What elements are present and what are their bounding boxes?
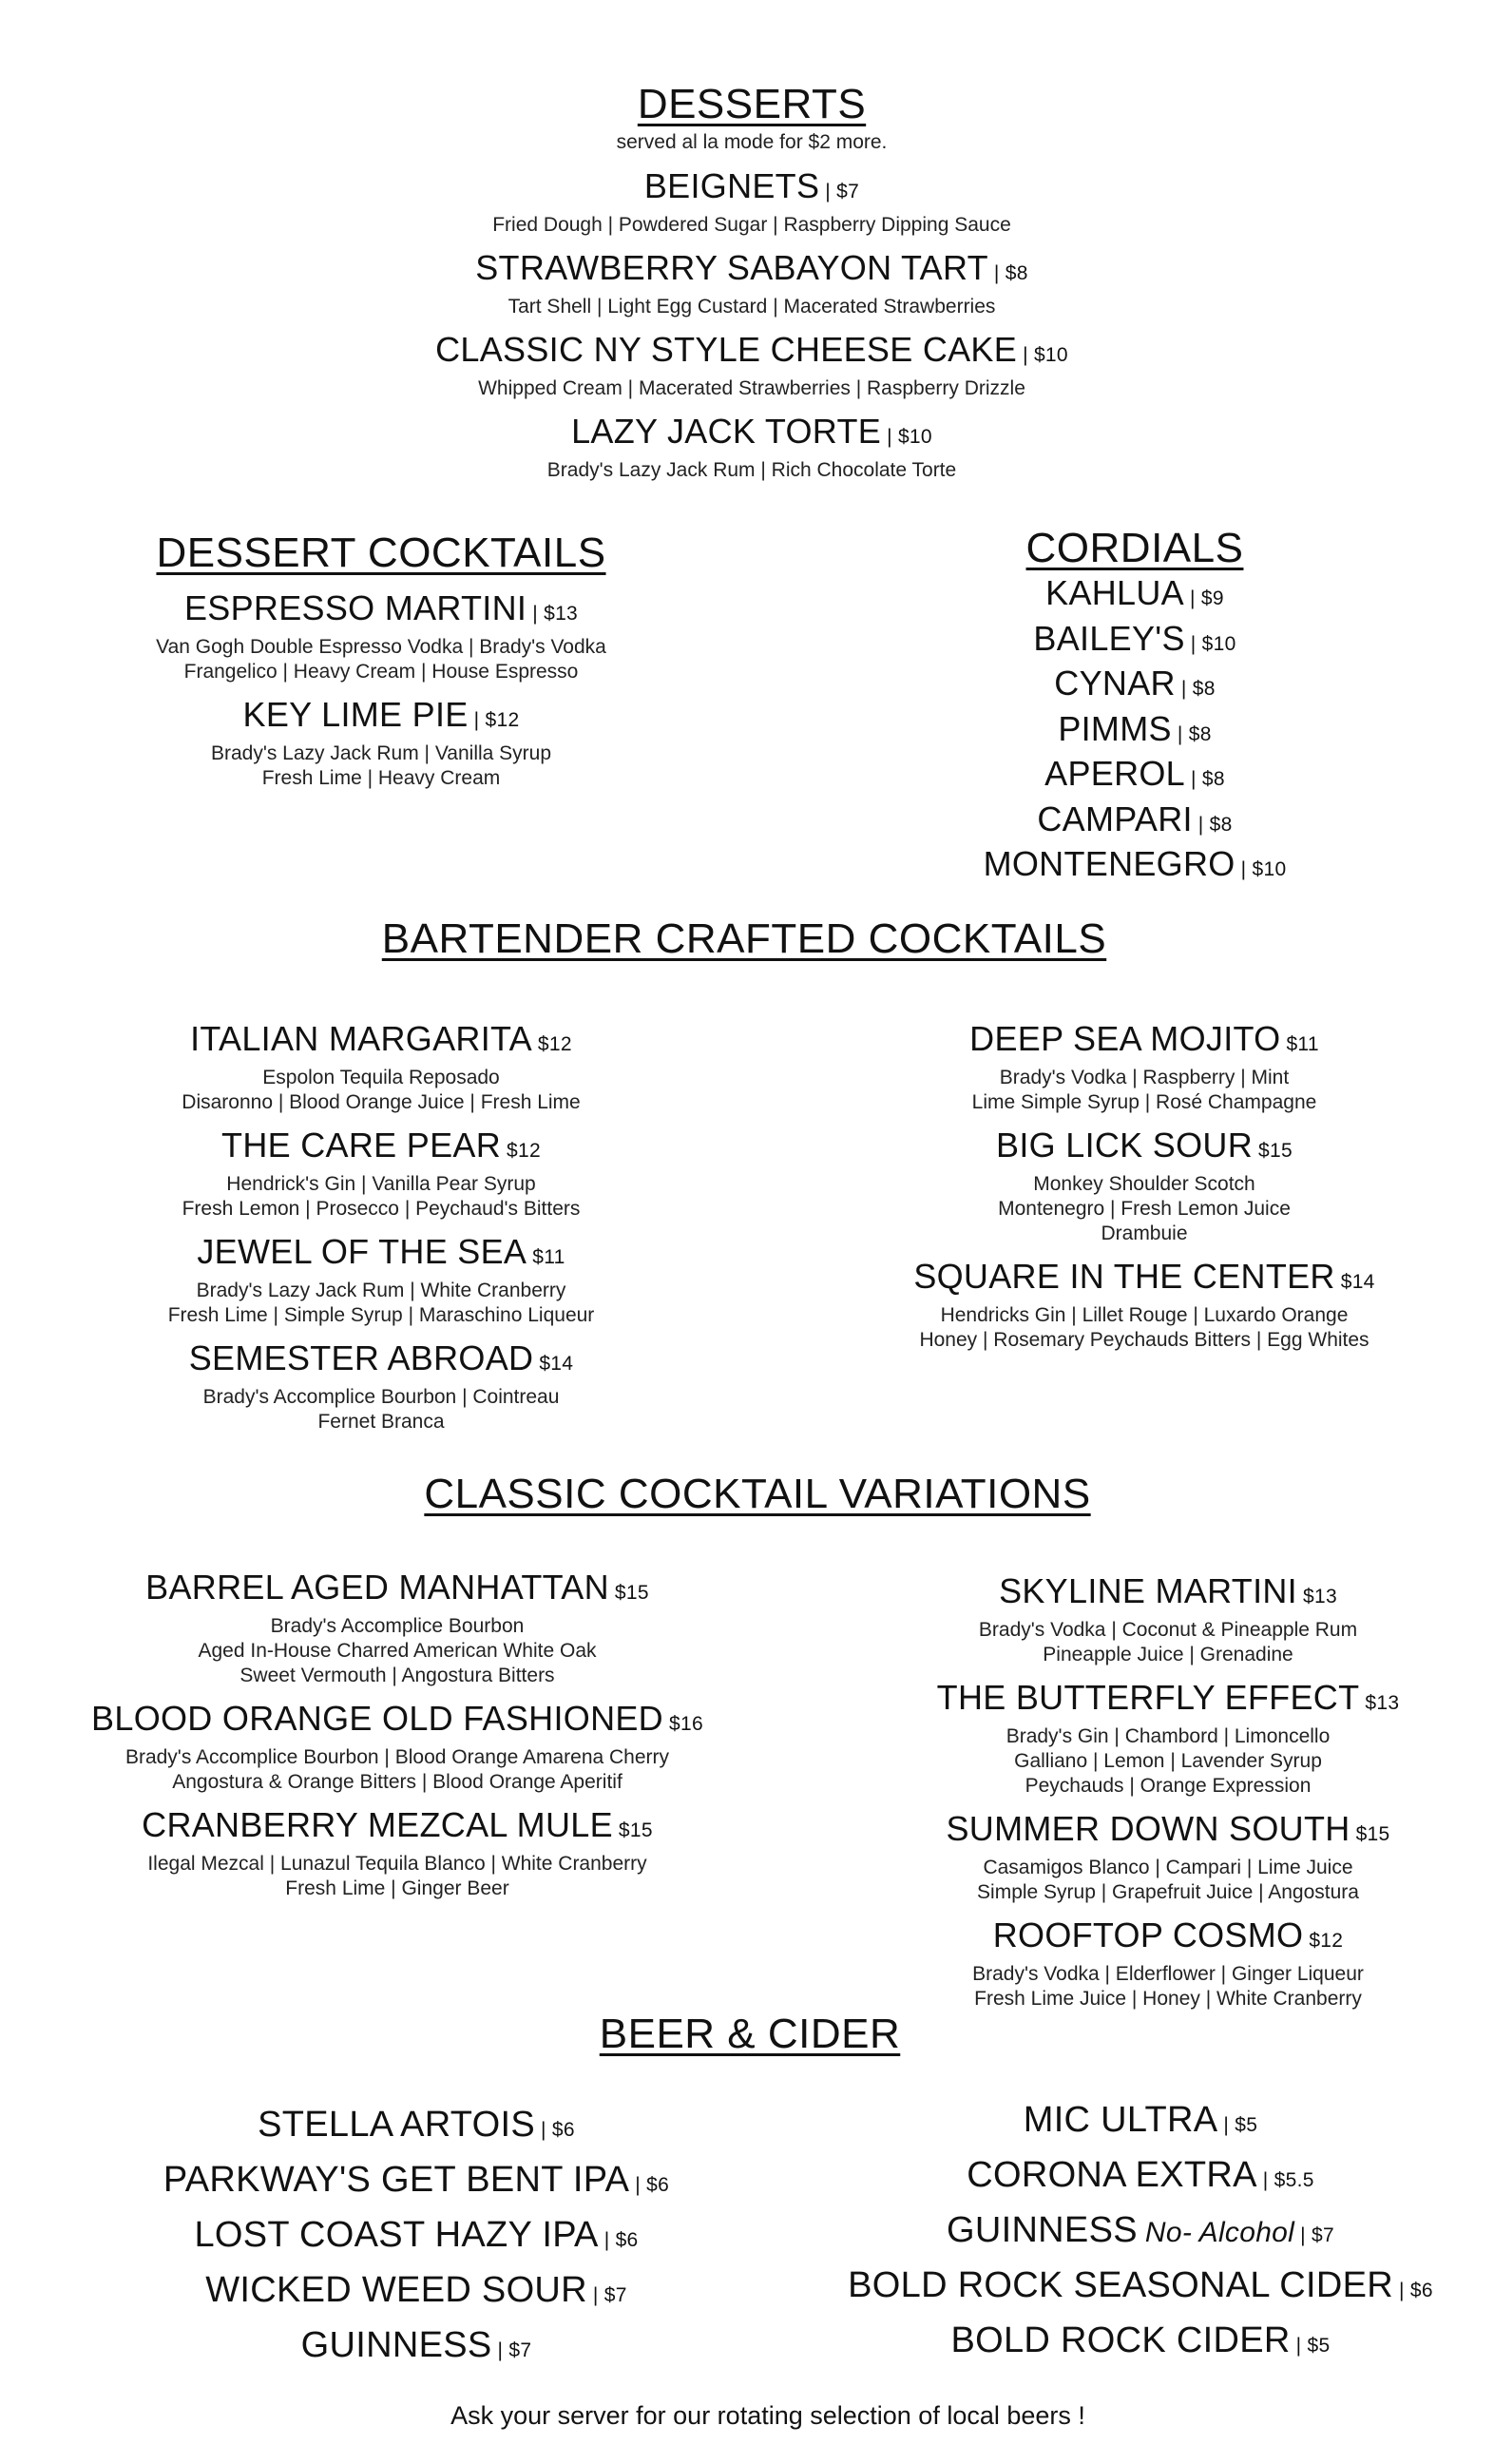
menu-item-description: Brady's Vodka | Coconut & Pineapple Rum bbox=[978, 1619, 1358, 1641]
menu-item-name: ROOFTOP COSMO bbox=[992, 1915, 1304, 1954]
menu-item-title-line bbox=[984, 709, 1287, 755]
menu-item-name: CAMPARI bbox=[1037, 799, 1193, 838]
menu-item bbox=[937, 1677, 1400, 1799]
menu-item-name: PIMMS bbox=[1058, 708, 1172, 748]
menu-item-description: Espolon Tequila Reposado bbox=[262, 1067, 500, 1088]
menu-item-title-line bbox=[984, 619, 1287, 664]
menu-item-title-line bbox=[168, 1231, 595, 1279]
cordials-list bbox=[984, 573, 1287, 890]
menu-item-name: JEWEL OF THE SEA bbox=[197, 1232, 527, 1271]
menu-item bbox=[435, 165, 1068, 238]
menu-item bbox=[168, 1231, 595, 1328]
menu-item-title-line bbox=[91, 1567, 703, 1614]
menu-item bbox=[984, 844, 1287, 890]
menu-item bbox=[163, 2210, 669, 2265]
menu-item-price: $12 bbox=[537, 1033, 572, 1055]
menu-item bbox=[984, 573, 1287, 619]
menu-item-price: | $5 bbox=[1295, 2335, 1331, 2357]
menu-item-name: ESPRESSO MARTINI bbox=[183, 588, 527, 627]
menu-item-description: Sweet Vermouth | Angostura Bitters bbox=[239, 1665, 555, 1686]
menu-item bbox=[163, 2265, 669, 2320]
dessert-cocktails-section bbox=[156, 529, 606, 791]
menu-item-description: Hendrick's Gin | Vanilla Pear Syrup bbox=[226, 1173, 536, 1195]
menu-item bbox=[156, 587, 606, 684]
classic-right-list bbox=[937, 1570, 1400, 2012]
menu-item-price: | $8 bbox=[993, 262, 1028, 284]
menu-item-name: LAZY JACK TORTE bbox=[571, 412, 882, 451]
menu-item-title-line bbox=[937, 1677, 1400, 1724]
menu-item-name: STRAWBERRY SABAYON TART bbox=[475, 248, 988, 287]
menu-item-price: $15 bbox=[618, 1819, 653, 1841]
menu-item-description: Frangelico | Heavy Cream | House Espresso bbox=[183, 661, 579, 683]
menu-item bbox=[848, 2261, 1433, 2316]
menu-item-price: | $5 bbox=[1223, 2114, 1258, 2136]
bartender-left-column bbox=[168, 1009, 595, 1434]
menu-item-title-line bbox=[848, 2316, 1433, 2371]
menu-item-title-line bbox=[848, 2261, 1433, 2316]
menu-item-price: $12 bbox=[1309, 1930, 1344, 1952]
menu-item-title-line bbox=[937, 1915, 1400, 1962]
menu-item-name: KAHLUA bbox=[1045, 573, 1184, 612]
menu-item-price: $14 bbox=[539, 1353, 574, 1375]
menu-item-name: BARREL AGED MANHATTAN bbox=[145, 1568, 609, 1607]
menu-item bbox=[163, 2100, 669, 2155]
menu-item bbox=[435, 329, 1068, 401]
beer-right-list bbox=[848, 2095, 1433, 2371]
menu-item-name: BEIGNETS bbox=[643, 166, 820, 205]
bartender-right-column bbox=[913, 1009, 1374, 1353]
menu-item-title-line bbox=[984, 664, 1287, 709]
menu-item-name: THE CARE PEAR bbox=[221, 1126, 502, 1165]
menu-item-name: BAILEY'S bbox=[1033, 618, 1185, 658]
menu-item-description: Fresh Lemon | Prosecco | Peychaud's Bitters bbox=[182, 1198, 581, 1220]
menu-item-title-line bbox=[91, 1804, 703, 1852]
menu-item-title-line bbox=[937, 1570, 1400, 1618]
bartender-left-list bbox=[168, 1018, 595, 1434]
menu-item bbox=[984, 709, 1287, 755]
menu-item-description: Fresh Lime Juice | Honey | White Cranberry bbox=[974, 1988, 1362, 2010]
menu-item-name: WICKED WEED SOUR bbox=[205, 2270, 587, 2310]
menu-item bbox=[156, 694, 606, 791]
menu-item bbox=[913, 1018, 1374, 1115]
menu-item bbox=[937, 1808, 1400, 1905]
menu-item-description: Brady's Accomplice Bourbon | Cointreau bbox=[202, 1386, 560, 1408]
desserts-section bbox=[435, 80, 1068, 483]
menu-item-price: $11 bbox=[532, 1246, 565, 1268]
menu-item bbox=[913, 1256, 1374, 1353]
bartender-heading-block bbox=[382, 914, 1106, 964]
menu-item-title-line bbox=[163, 2320, 669, 2376]
menu-item-name: KEY LIME PIE bbox=[242, 695, 469, 734]
menu-item bbox=[848, 2316, 1433, 2371]
menu-item-title-line bbox=[156, 694, 606, 741]
menu-item-price: | $8 bbox=[1180, 678, 1216, 700]
menu-item-price: | $7 bbox=[1300, 2224, 1334, 2246]
menu-item-price: | $7 bbox=[497, 2339, 532, 2361]
menu-item-description: Brady's Vodka | Elderflower | Ginger Liqueur bbox=[972, 1963, 1364, 1985]
menu-item-title-line bbox=[91, 1698, 703, 1745]
menu-item-description: Peychauds | Orange Expression bbox=[1025, 1775, 1312, 1797]
beer-right-column bbox=[848, 2095, 1433, 2371]
menu-item bbox=[984, 664, 1287, 709]
menu-item-title-line bbox=[984, 573, 1287, 619]
menu-item-description: Fried Dough | Powdered Sugar | Raspberry Dipping Sauce bbox=[492, 214, 1011, 236]
menu-item-title-line bbox=[984, 799, 1287, 845]
menu-item-price: | $10 bbox=[1190, 632, 1236, 655]
menu-item-description: Casamigos Blanco | Campari | Lime Juice bbox=[983, 1857, 1353, 1878]
menu-item-price: | $12 bbox=[473, 709, 520, 731]
menu-item bbox=[984, 754, 1287, 799]
menu-item-name: CYNAR bbox=[1054, 664, 1176, 703]
menu-item-title-line bbox=[435, 165, 1068, 213]
menu-item-title-line bbox=[937, 1808, 1400, 1856]
desserts-heading: DESSERTS bbox=[637, 81, 867, 127]
menu-item-description: Lime Simple Syrup | Rosé Champagne bbox=[971, 1091, 1317, 1113]
menu-item-name: MIC ULTRA bbox=[1023, 2100, 1218, 2140]
menu-item-name: CLASSIC NY STYLE CHEESE CAKE bbox=[435, 330, 1018, 369]
menu-item bbox=[937, 1915, 1400, 2012]
menu-item bbox=[984, 619, 1287, 664]
menu-item-price: | $10 bbox=[1240, 858, 1287, 880]
menu-item-title-line bbox=[913, 1125, 1374, 1172]
menu-item-description: Fernet Branca bbox=[317, 1411, 445, 1433]
menu-item-title-line bbox=[168, 1125, 595, 1172]
menu-item bbox=[168, 1125, 595, 1222]
menu-item-title-line bbox=[163, 2210, 669, 2265]
menu-item-price: | $7 bbox=[825, 181, 860, 202]
menu-item bbox=[913, 1125, 1374, 1246]
menu-item-description: Galliano | Lemon | Lavender Syrup bbox=[1014, 1750, 1322, 1772]
menu-item bbox=[168, 1018, 595, 1115]
menu-item-name: SUMMER DOWN SOUTH bbox=[946, 1809, 1350, 1848]
menu-item-price: | $8 bbox=[1197, 813, 1233, 836]
menu-item-title-line bbox=[913, 1256, 1374, 1303]
menu-item bbox=[984, 799, 1287, 845]
menu-item-title-line bbox=[435, 329, 1068, 376]
beer-left-list bbox=[163, 2100, 669, 2376]
menu-item-name: APEROL bbox=[1044, 754, 1185, 793]
menu-item bbox=[848, 2205, 1433, 2261]
menu-item-description: Van Gogh Double Espresso Vodka | Brady's Vodka bbox=[156, 636, 606, 658]
menu-item-title-line bbox=[848, 2150, 1433, 2205]
menu-item-description: Fresh Lime | Ginger Beer bbox=[285, 1877, 509, 1899]
menu-item bbox=[168, 1338, 595, 1434]
menu-item-price: $15 bbox=[1355, 1823, 1390, 1845]
menu-item bbox=[848, 2095, 1433, 2150]
menu-item-title-line bbox=[168, 1338, 595, 1385]
bartender-heading: BARTENDER CRAFTED COCKTAILS bbox=[381, 915, 1107, 962]
menu-item-title-line bbox=[984, 754, 1287, 799]
menu-item-description: Brady's Accomplice Bourbon bbox=[270, 1615, 525, 1637]
menu-item-title-line bbox=[435, 411, 1068, 458]
menu-item-description: Brady's Lazy Jack Rum | White Cranberry bbox=[196, 1280, 566, 1301]
beer-heading-block bbox=[600, 2010, 901, 2059]
menu-item-description: Brady's Gin | Chambord | Limoncello bbox=[1006, 1725, 1331, 1747]
menu-item bbox=[163, 2320, 669, 2376]
menu-item-title-line bbox=[984, 844, 1287, 890]
menu-item bbox=[163, 2155, 669, 2210]
menu-item-description: Whipped Cream | Macerated Strawberries | Raspberry Drizzle bbox=[478, 377, 1025, 399]
menu-item-name: STELLA ARTOIS bbox=[258, 2105, 535, 2145]
menu-item-description: Monkey Shoulder Scotch bbox=[1033, 1173, 1255, 1195]
menu-item-price: $15 bbox=[1258, 1140, 1293, 1162]
menu-item-description: Brady's Lazy Jack Rum | Rich Chocolate Torte bbox=[546, 459, 957, 481]
menu-item-name: GUINNESS bbox=[300, 2325, 492, 2365]
menu-item-price: $13 bbox=[1365, 1692, 1400, 1714]
menu-item bbox=[848, 2150, 1433, 2205]
classic-left-column bbox=[91, 1557, 703, 1901]
menu-item bbox=[435, 247, 1068, 319]
menu-item bbox=[435, 411, 1068, 483]
beer-heading: BEER & CIDER bbox=[599, 2011, 901, 2057]
menu-item-title-line bbox=[163, 2265, 669, 2320]
menu-item-description: Fresh Lime | Simple Syrup | Maraschino Liqueur bbox=[167, 1304, 595, 1326]
desserts-list bbox=[435, 165, 1068, 483]
menu-item-name: PARKWAY'S GET BENT IPA bbox=[163, 2160, 630, 2200]
menu-item-price: | $7 bbox=[592, 2284, 627, 2306]
menu-item-price: $13 bbox=[1302, 1586, 1337, 1607]
menu-item bbox=[91, 1804, 703, 1901]
classic-right-column bbox=[937, 1561, 1400, 2012]
menu-item-description: Brady's Accomplice Bourbon | Blood Orange Amarena Cherry bbox=[124, 1746, 670, 1768]
menu-item-note: No- Alcohol bbox=[1144, 2217, 1295, 2248]
menu-item-description: Brady's Lazy Jack Rum | Vanilla Syrup bbox=[210, 742, 552, 764]
menu-item-price: | $5.5 bbox=[1262, 2169, 1314, 2191]
menu-item-price: | $13 bbox=[532, 603, 579, 625]
menu-item-name: CRANBERRY MEZCAL MULE bbox=[142, 1805, 613, 1844]
menu-item-title-line bbox=[435, 247, 1068, 295]
dessert-cocktails-list bbox=[156, 587, 606, 791]
menu-item-price: | $8 bbox=[1191, 768, 1225, 790]
menu-item-name: LOST COAST HAZY IPA bbox=[194, 2215, 599, 2255]
menu-item-price: | $6 bbox=[541, 2119, 575, 2141]
menu-item-price: | $8 bbox=[1177, 722, 1212, 745]
cordials-heading: CORDIALS bbox=[1025, 525, 1244, 571]
menu-item-price: $11 bbox=[1286, 1033, 1319, 1055]
menu-item-price: | $9 bbox=[1190, 587, 1224, 609]
menu-item-title-line bbox=[168, 1018, 595, 1066]
menu-item-price: $16 bbox=[668, 1713, 703, 1735]
menu-item-name: SEMESTER ABROAD bbox=[188, 1338, 534, 1377]
menu-item bbox=[91, 1698, 703, 1795]
menu-item-price: | $6 bbox=[1398, 2280, 1433, 2301]
menu-item-name: CORONA EXTRA bbox=[967, 2155, 1257, 2195]
menu-item-description: Angostura & Orange Bitters | Blood Orange Aperitif bbox=[172, 1771, 622, 1793]
classic-heading: CLASSIC COCKTAIL VARIATIONS bbox=[424, 1471, 1091, 1517]
menu-item-price: | $10 bbox=[1023, 344, 1068, 366]
menu-item-description: Ilegal Mezcal | Lunazul Tequila Blanco | White Cranberry bbox=[147, 1853, 647, 1875]
menu-item-name: BOLD ROCK CIDER bbox=[950, 2320, 1291, 2360]
menu-item-description: Disaronno | Blood Orange Juice | Fresh Lime bbox=[182, 1091, 581, 1113]
classic-left-list bbox=[91, 1567, 703, 1901]
menu-item-price: | $10 bbox=[887, 426, 932, 448]
menu-item-description: Honey | Rosemary Peychauds Bitters | Egg Whites bbox=[919, 1329, 1370, 1351]
beer-left-column bbox=[163, 2100, 669, 2376]
menu-item-name: BIG LICK SOUR bbox=[996, 1126, 1254, 1165]
menu-item-name: SQUARE IN THE CENTER bbox=[913, 1257, 1335, 1296]
menu-item-price: | $6 bbox=[603, 2229, 639, 2251]
menu-item-price: $12 bbox=[507, 1140, 541, 1162]
menu-item-description: Tart Shell | Light Egg Custard | Macerated Strawberries bbox=[508, 296, 996, 318]
menu-item-description: Aged In-House Charred American White Oak bbox=[198, 1640, 597, 1662]
desserts-subtitle: served al la mode for $2 more. bbox=[616, 131, 888, 153]
menu-item bbox=[91, 1567, 703, 1688]
menu-item-description: Drambuie bbox=[1101, 1222, 1188, 1244]
menu-item-name: ITALIAN MARGARITA bbox=[190, 1019, 532, 1058]
menu-item-price: $15 bbox=[614, 1582, 649, 1604]
menu-item-title-line bbox=[848, 2095, 1433, 2150]
menu-item-name: MONTENEGRO bbox=[983, 844, 1235, 883]
menu-item-title-line bbox=[163, 2155, 669, 2210]
menu-item-description: Hendricks Gin | Lillet Rouge | Luxardo Orange bbox=[940, 1304, 1349, 1326]
menu-item-name: SKYLINE MARTINI bbox=[999, 1571, 1297, 1610]
menu-item-description: Montenegro | Fresh Lemon Juice bbox=[998, 1198, 1291, 1220]
cordials-section bbox=[984, 524, 1287, 890]
menu-item-title-line bbox=[848, 2205, 1433, 2261]
menu-item-name: DEEP SEA MOJITO bbox=[969, 1019, 1281, 1058]
footer-note: Ask your server for our rotating selection of local beers ! bbox=[450, 2401, 1085, 2430]
menu-item-title-line bbox=[156, 587, 606, 635]
menu-item-name: GUINNESS bbox=[946, 2210, 1138, 2250]
menu-item bbox=[937, 1570, 1400, 1667]
menu-item-description: Simple Syrup | Grapefruit Juice | Angostura bbox=[977, 1881, 1359, 1903]
menu-item-description: Pineapple Juice | Grenadine bbox=[1043, 1644, 1293, 1665]
menu-item-description: Fresh Lime | Heavy Cream bbox=[261, 767, 501, 789]
menu-item-title-line bbox=[913, 1018, 1374, 1066]
menu-item-name: BOLD ROCK SEASONAL CIDER bbox=[848, 2265, 1393, 2305]
menu-item-title-line bbox=[163, 2100, 669, 2155]
classic-heading-block bbox=[424, 1470, 1090, 1519]
menu-item-price: | $6 bbox=[635, 2174, 670, 2196]
menu-item-name: THE BUTTERFLY EFFECT bbox=[936, 1678, 1360, 1717]
dessert-cocktails-heading: DESSERT COCKTAILS bbox=[156, 529, 606, 576]
bartender-right-list bbox=[913, 1018, 1374, 1353]
menu-item-description: Brady's Vodka | Raspberry | Mint bbox=[999, 1067, 1290, 1088]
menu-item-name: BLOOD ORANGE OLD FASHIONED bbox=[91, 1699, 663, 1738]
menu-item-price: $14 bbox=[1340, 1271, 1375, 1293]
